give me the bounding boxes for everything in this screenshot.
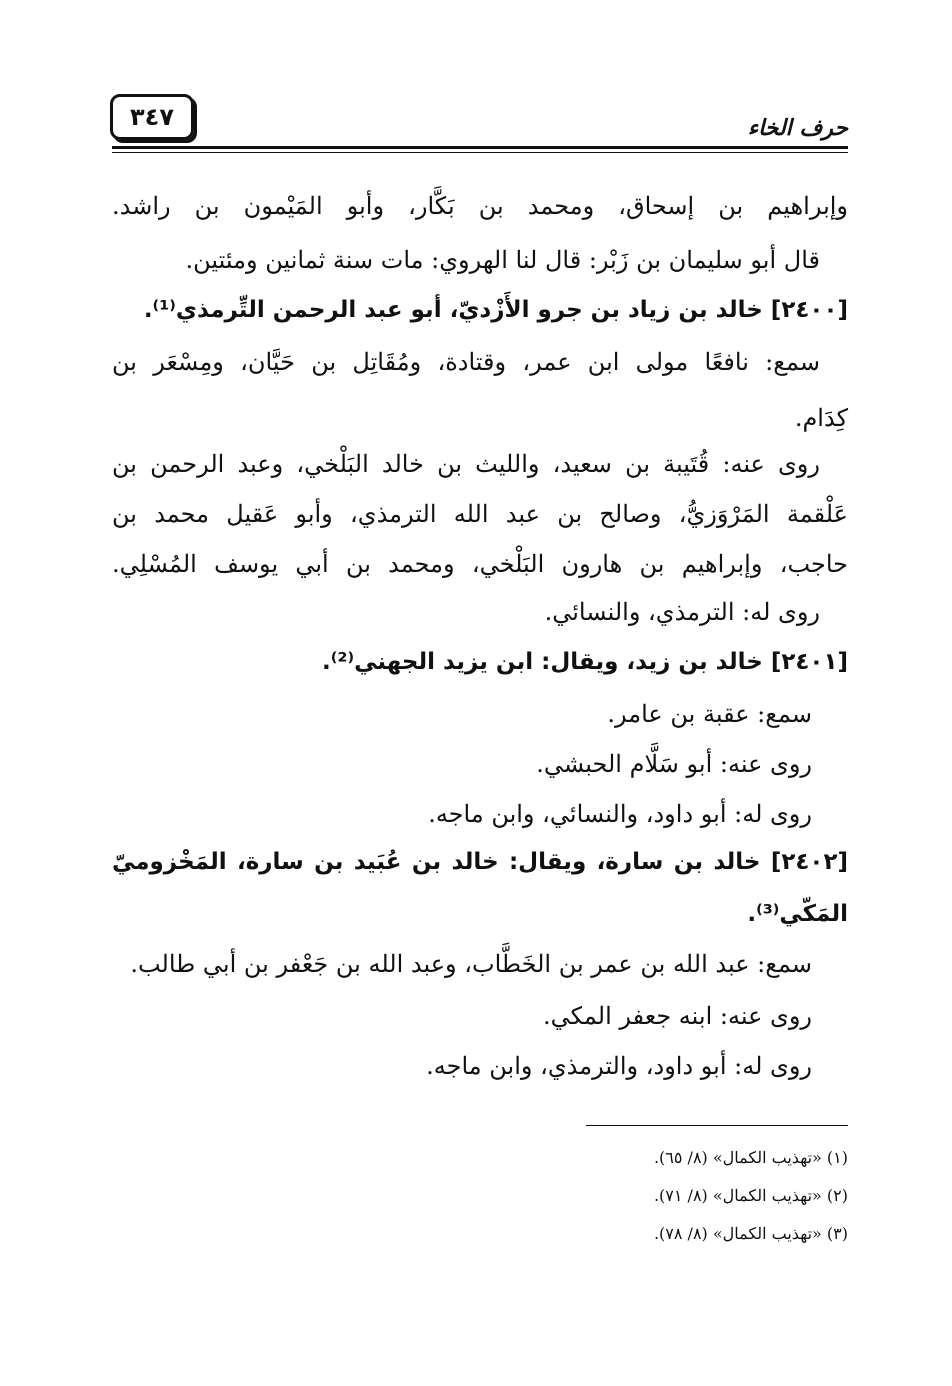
text-line: روى عنه: قُتَيبة بن سعيد، والليث بن خالد البَلْخي، وعبد الرحمن بن bbox=[112, 450, 820, 478]
footnote: (٣) «تهذيب الكمال» (٨/ ٧٨). bbox=[653, 1224, 848, 1243]
header-rule bbox=[112, 146, 848, 149]
entry-heading-2402-cont: المَكّي⁽³⁾. bbox=[747, 901, 848, 927]
entry-heading-2401: [٢٤٠١] خالد بن زيد، ويقال: ابن يزيد الجهني⁽²⁾. bbox=[322, 649, 848, 675]
page-number: ٣٤٧ bbox=[110, 94, 194, 140]
footnote: (١) «تهذيب الكمال» (٨/ ٦٥). bbox=[653, 1148, 848, 1167]
text-line: كِدَام. bbox=[794, 404, 848, 432]
header-rule-thin bbox=[112, 152, 848, 153]
entry-heading-2400: [٢٤٠٠] خالد بن زياد بن جرو الأَزْديّ، أبو عبد الرحمن التِّرمذي⁽¹⁾. bbox=[143, 297, 848, 323]
text-line: روى له: الترمذي، والنسائي. bbox=[544, 598, 820, 626]
text-line: سمع: نافعًا مولى ابن عمر، وقتادة، ومُقَاتِل بن حَيَّان، ومِسْعَر بن bbox=[112, 348, 820, 376]
text-line: روى عنه: أبو سَلَّام الحبشي. bbox=[536, 750, 812, 778]
footnote: (٢) «تهذيب الكمال» (٨/ ٧١). bbox=[653, 1186, 848, 1205]
text-line: روى له: أبو داود، والنسائي، وابن ماجه. bbox=[428, 800, 812, 828]
footnote-rule bbox=[586, 1125, 848, 1126]
text-line: روى عنه: ابنه جعفر المكي. bbox=[543, 1002, 812, 1030]
text-line: روى له: أبو داود، والترمذي، وابن ماجه. bbox=[426, 1052, 812, 1080]
text-line: وإبراهيم بن إسحاق، ومحمد بن بَكَّار، وأبو المَيْمون بن راشد. bbox=[112, 192, 848, 220]
text-line: سمع: عبد الله بن عمر بن الخَطَّاب، وعبد الله بن جَعْفر بن أبي طالب. bbox=[130, 950, 812, 978]
text-line: سمع: عقبة بن عامر. bbox=[607, 700, 812, 728]
entry-heading-2402: [٢٤٠٢] خالد بن سارة، ويقال: خالد بن عُبَيد بن سارة، المَخْزوميّ bbox=[112, 849, 848, 875]
text-line: قال أبو سليمان بن زَبْر: قال لنا الهروي: مات سنة ثمانين ومئتين. bbox=[185, 246, 820, 274]
text-line: حاجب، وإبراهيم بن هارون البَلْخي، ومحمد بن أبي يوسف المُسْلِي. bbox=[112, 550, 848, 578]
chapter-title: حرف الخاء bbox=[747, 116, 848, 141]
text-line: عَلْقمة المَرْوَزيُّ، وصالح بن عبد الله الترمذي، وأبو عَقيل محمد بن bbox=[112, 500, 848, 528]
